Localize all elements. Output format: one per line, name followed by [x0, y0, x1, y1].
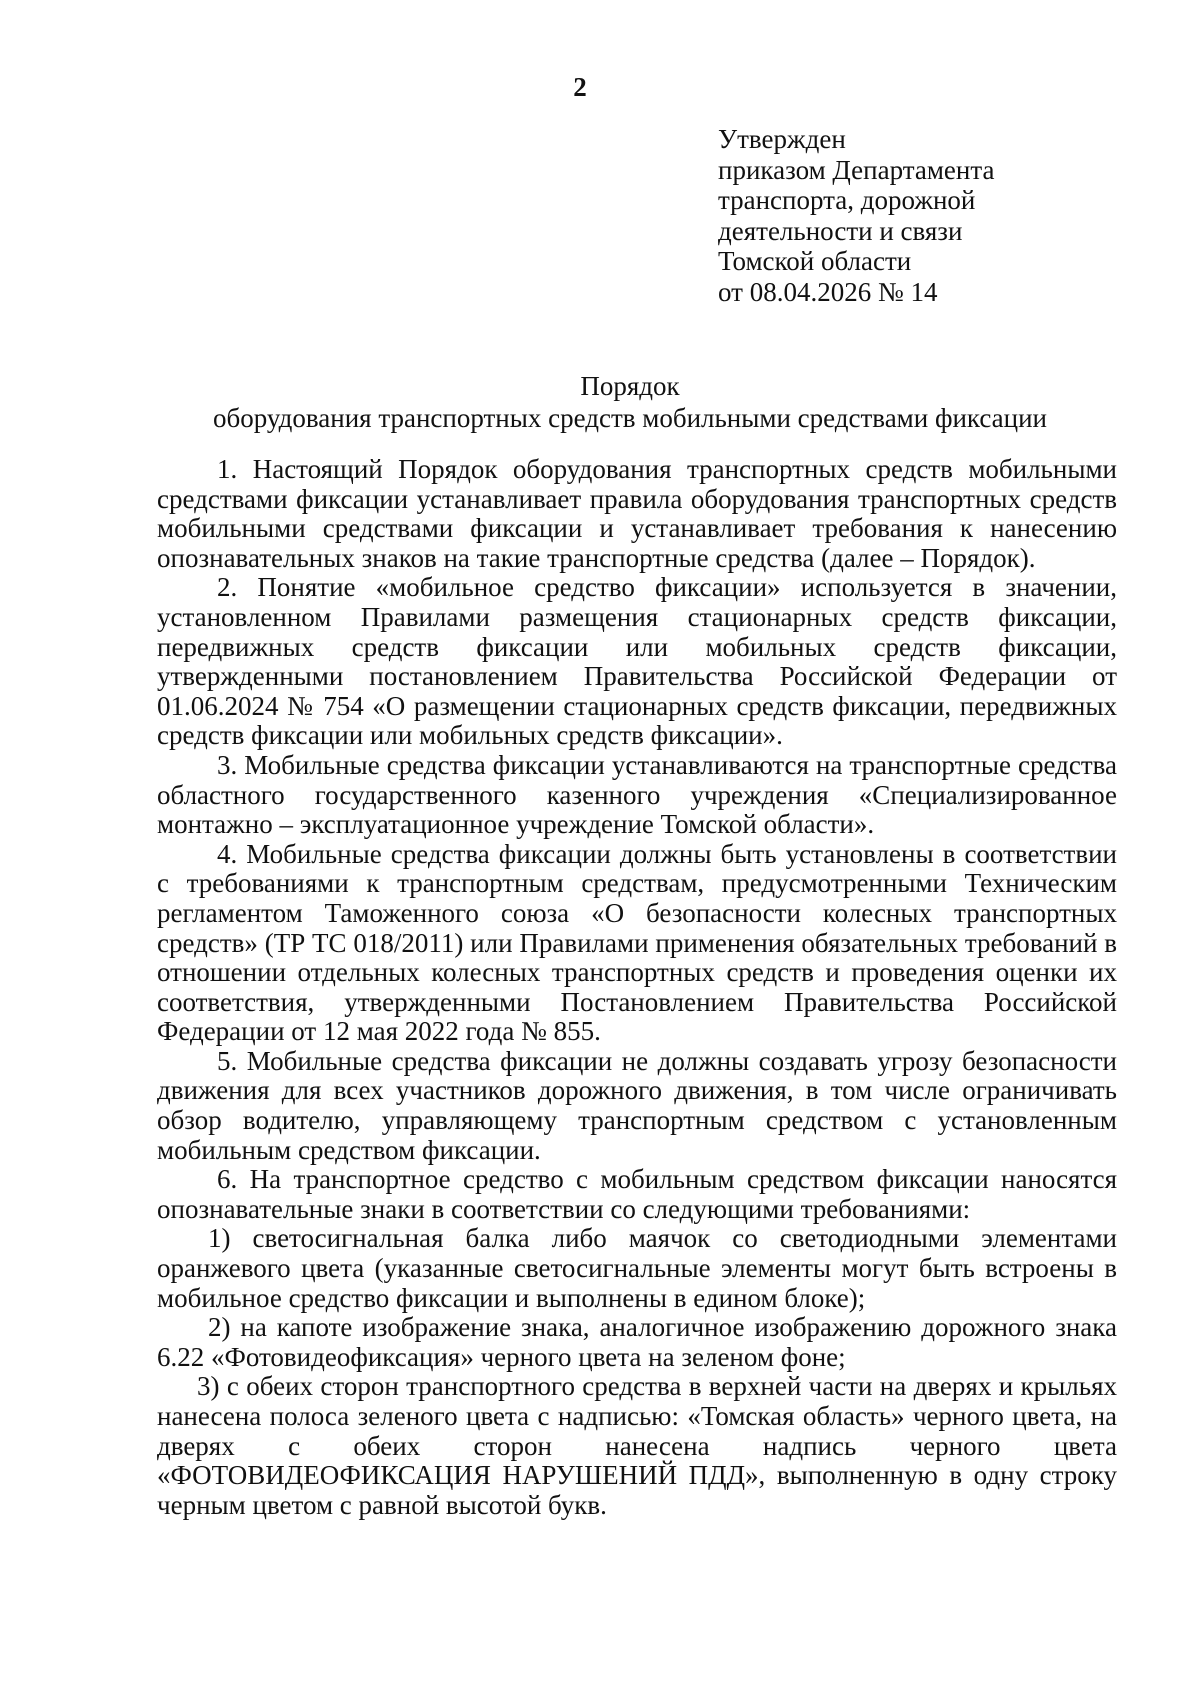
approval-line: транспорта, дорожной	[718, 185, 976, 215]
document-title: Порядок	[580, 371, 680, 401]
paragraph-1: 1. Настоящий Порядок оборудования транспортных средств мобильными средствами фиксации устанавливает правила оборудования транспортных средств мобильными средствами фиксации и устанавливает требования к нанесению опознавательных знаков на такие транспортные средства (далее – Порядок).	[157, 454, 1117, 573]
approval-line: Томской области	[718, 246, 912, 276]
page-number: 2	[573, 72, 587, 102]
subparagraph-6-2: 2) на капоте изображение знака, аналогичное изображению дорожного знака 6.22 «Фотовидеофиксация» черного цвета на зеленом фоне;	[157, 1312, 1117, 1372]
document-body	[157, 455, 1117, 1520]
paragraph-3: 3. Мобильные средства фиксации устанавливаются на транспортные средства областного государственного казенного учреждения «Специализированное монтажно – эксплуатационное учреждение Томской области».	[157, 749, 1117, 840]
approval-stamp-block	[718, 124, 994, 307]
approval-line: приказом Департамента	[718, 154, 995, 185]
subparagraph-6-3: 3) с обеих сторон транспортного средства в верхней части на дверях и крыльях нанесена полоса зеленого цвета с надписью: «Томская область» черного цвета, на дверях с обеих сторон нанесена надпись черного цвета «ФОТОВИДЕОФИКСАЦИЯ НАРУШЕНИЙ ПДД», выполненную в одну строку черным цветом с равной высотой букв.	[157, 1371, 1117, 1520]
paragraph-2: 2. Понятие «мобильное средство фиксации» используется в значении, установленном Правилами размещения стационарных средств фиксации, передвижных средств фиксации или мобильных средств фиксации, утвержденными постановлением Правительства Российской Федерации от 01.06.2024 № 754 «О размещении стационарных средств фиксации, передвижных средств фиксации или мобильных средств фиксации».	[157, 572, 1117, 751]
paragraph-5: 5. Мобильные средства фиксации не должны создавать угрозу безопасности движения для всех участников дорожного движения, в том числе ограничивать обзор водителю, управляющему транспортным средством с установленным мобильным средством фиксации.	[157, 1045, 1117, 1165]
approval-line: деятельности и связи	[718, 215, 963, 246]
approval-line: от 08.04.2026 № 14	[718, 276, 938, 307]
approval-line: Утвержден	[718, 124, 846, 154]
document-subtitle: оборудования транспортных средств мобильными средствами фиксации	[212, 403, 1048, 433]
paragraph-6: 6. На транспортное средство с мобильным средством фиксации наносятся опознавательные знаки в соответствии со следующими требованиями:	[157, 1164, 1117, 1224]
subparagraph-6-1: 1) светосигнальная балка либо маячок со светодиодными элементами оранжевого цвета (указанные светосигнальные элементы могут быть встроены в мобильное средство фиксации и выполнены в едином блоке);	[157, 1223, 1117, 1313]
paragraph-4: 4. Мобильные средства фиксации должны быть установлены в соответствии с требованиями к транспортным средствам, предусмотренными Техническим регламентом Таможенного союза «О безопасности колесных транспортных средств» (ТР ТС 018/2011) или Правилами применения обязательных требований в отношении отдельных колесных транспортных средств и проведения оценки их соответствия, утвержденными Постановлением Правительства Российской Федерации от 12 мая 2022 года № 855.	[157, 838, 1117, 1047]
